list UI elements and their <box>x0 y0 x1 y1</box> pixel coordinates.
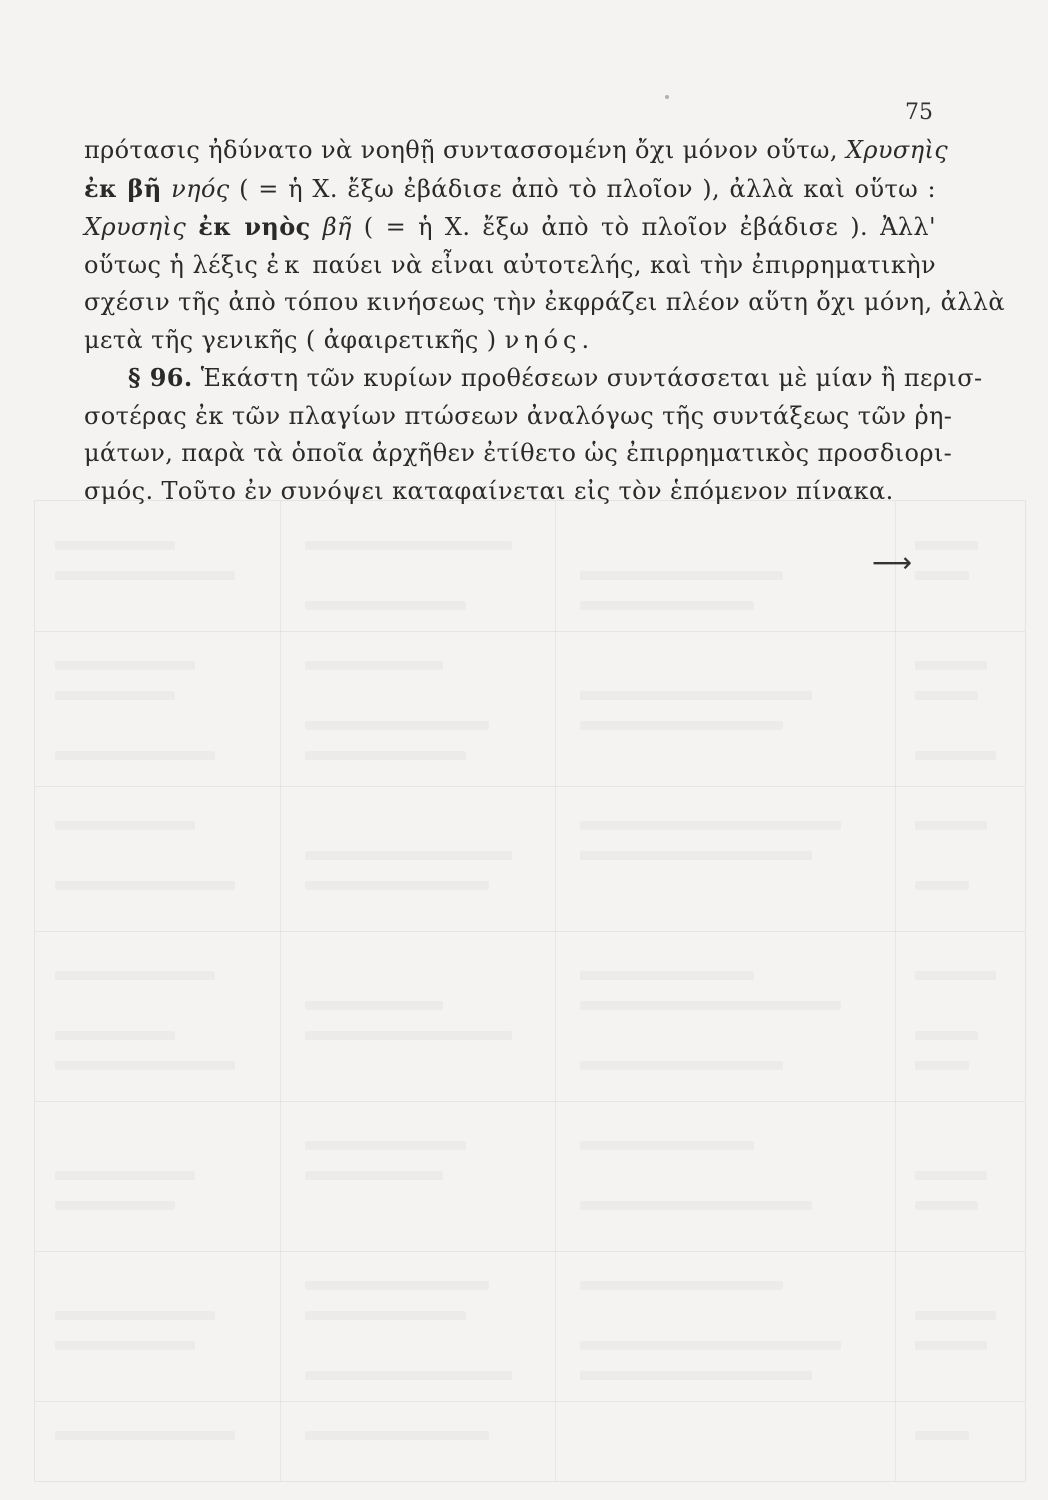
page-number: 75 <box>905 100 933 125</box>
text-line <box>84 247 936 285</box>
text-line <box>84 435 953 473</box>
speck <box>665 95 669 99</box>
text-run: ἐκ <box>266 250 305 279</box>
italic-text: Χρυσηὶς <box>84 213 187 241</box>
text-run <box>311 213 323 241</box>
text-run: μάτων, παρὰ τὰ ὁποῖα ἀρχῆθεν ἐτίθετο ὡς ἐπιρρηματικὸς προσδιορι- <box>84 439 953 467</box>
text-line <box>84 170 936 209</box>
text-run: πρότασις ἠδύνατο νὰ νοηθῇ συντασσομένη ὄχι μόνον οὕτω, <box>84 136 846 164</box>
text-run <box>186 213 198 241</box>
text-line <box>84 359 983 398</box>
bold-text: § 96. <box>128 363 193 392</box>
text-run: οὕτως ἡ λέξις <box>84 250 267 279</box>
italic-text: Χρυσηὶς <box>845 136 949 164</box>
text-run: νηός <box>504 325 582 354</box>
bold-text: ἐκ νηὸς <box>198 212 311 241</box>
text-run: Ἑκάστη τῶν κυρίων προθέσεων συντάσσεται μὲ μίαν ἢ περισ- <box>192 364 983 392</box>
text-run: παύει νὰ εἶναι αὐτοτελής, καὶ τὴν ἐπιρρηματικὴν <box>304 250 936 279</box>
text-line <box>84 132 949 170</box>
text-line <box>84 322 936 360</box>
text-line <box>84 398 953 436</box>
text-run: . <box>581 325 590 354</box>
text-run: σχέσιν τῆς ἀπὸ τόπου κινήσεως τὴν ἐκφράζει πλέον αὕτη ὄχι μόνη, ἀλλὰ <box>84 288 1006 316</box>
text-line <box>84 284 1006 322</box>
italic-text: νηός <box>171 174 230 203</box>
bold-text: ἐκ βῆ <box>84 173 162 203</box>
bleed-through-table <box>34 500 1026 1482</box>
text-run: ( = ἡ Χ. ἔξω ἐβάδισε ἀπὸ τὸ πλοῖον ), ἀλλὰ καὶ οὕτω : <box>229 174 937 203</box>
text-line <box>84 473 936 511</box>
continuation-arrow: ⟶ <box>872 546 913 579</box>
text-run: σμός. Τοῦτο ἐν συνόψει καταφαίνεται εἰς τὸν ἑπόμενον πίνακα. <box>84 476 894 505</box>
body-text <box>84 132 1006 510</box>
text-line <box>84 208 936 247</box>
text-run: μετὰ τῆς γενικῆς ( ἀφαιρετικῆς ) <box>84 325 505 354</box>
text-run <box>162 175 171 203</box>
italic-text: βῆ <box>322 213 352 241</box>
text-run: σοτέρας ἐκ τῶν πλαγίων πτώσεων ἀναλόγως τῆς συντάξεως τῶν ῥη- <box>84 401 953 430</box>
text-run: ( = ἡ Χ. ἔξω ἀπὸ τὸ πλοῖον ἐβάδισε ). Ἀλλ' <box>351 213 937 241</box>
